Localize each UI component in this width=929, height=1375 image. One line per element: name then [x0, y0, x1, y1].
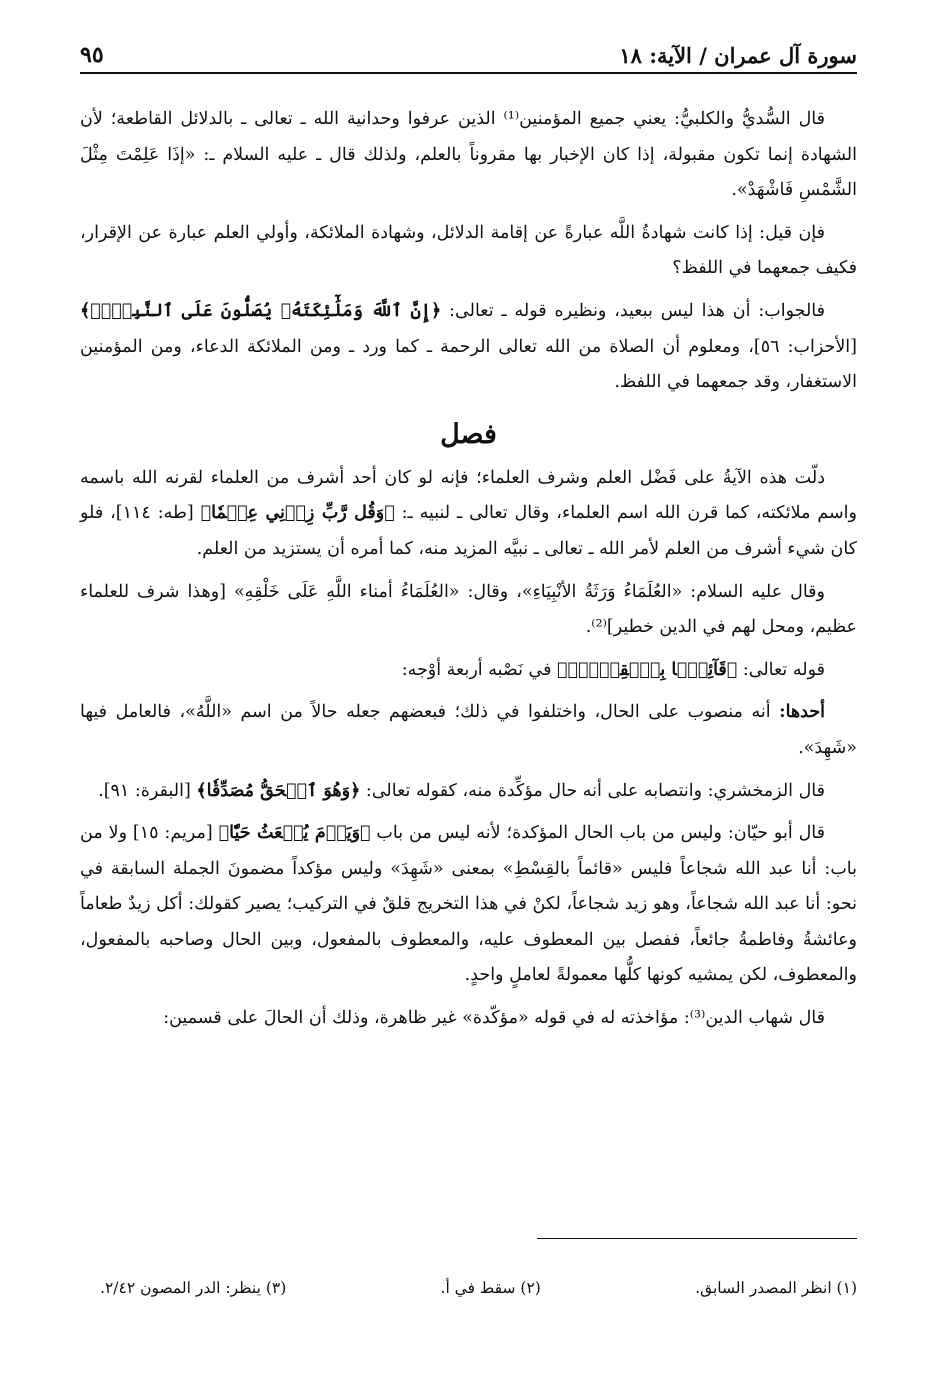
footnote-1: (١) انظر المصدر السابق. [695, 1279, 857, 1297]
main-text [80, 102, 857, 1044]
paragraph-9 [80, 816, 857, 994]
paragraph-3-text-a: فالجواب: أن هذا ليس ببعيد، ونظيره قوله ـ تعالى: [441, 300, 825, 321]
paragraph-7-text: أنه منصوب على الحال، واختلفوا في ذلك؛ فبعضهم جعله حالاً من اسم «اللَّهُ»، فالعامل فيها «شَهِدَ». [80, 702, 857, 758]
section-heading: فصل [440, 418, 497, 450]
paragraph-3-text-b: [الأحزاب: ٥٦]، ومعلوم أن الصلاة من الله تعالى الرحمة ـ كما ورد ـ ومن الملائكة الدعاء، ومن المؤمنين الاستغفار، وقد جمعهما في اللفظ. [80, 336, 857, 393]
paragraph-4 [80, 461, 857, 568]
paragraph-5: وقال عليه السلام: «العُلَمَاءُ وَرَثَةُ الأنْبِيَاءِ»، وقال: «العُلَمَاءُ أمناء اللَّهِ عَلَى خَلْقِهِ» [وهذا شرف للعلماء عظيم، ومحل لهم في الدين خطير]⁽²⁾. [80, 581, 857, 638]
paragraph-9-text-b: [مريم: ١٥] ولا من باب: أنا عبد الله شجاعاً فليس «قائماً بالقِسْطِ» بمعنى «شَهِدَ» وليس مؤكداً مضمونَ الجملة السابقة في نحو: أنا عبد الله شجاعاً، وهو زيد شجاعاً، لكنْ في هذا التخريج قلقٌ في التركيب؛ يصير كقولك: أكل زيدٌ طعاماً وعائشةُ وفاطمةُ جائعاً، ففصل بين المعطوف عليه، والمعطوف بالمفعول، وبين الحال وصاحبه بالمفعول، والمعطوف، لكن يمشيه كونها كلُّها معمولةً لعاملٍ واحدٍ. [80, 823, 857, 986]
paragraph-1: قال السُّديُّ والكلبيُّ: يعني جميع المؤمنين⁽¹⁾ الذين عرفوا وحدانية الله ـ تعالى ـ بالدلائل القاطعة؛ لأن الشهادة إنما تكون مقبولة، إذا كان الإخبار بها مقروناً بالعلم، ولذلك قال ـ عليه السلام ـ: «إذَا عَلِمْتَ مِثْلَ الشَّمْسِ فَاشْهَدْ». [80, 109, 857, 201]
quran-verse: ﴿وَهُوَ ٱلۡحَقُّ مُصَدِّقٗا﴾ [196, 780, 361, 801]
paragraph-9-text-a: قال أبو حيّان: وليس من باب الحال المؤكدة؛ لأنه ليس من باب [370, 823, 825, 844]
paragraph-3 [80, 294, 857, 401]
paragraph-7 [80, 695, 857, 766]
quran-verse: ﴿إِنَّ ٱللَّهَ وَمَلَٰٓئِكَتَهُۥ يُصَلُّونَ عَلَى ٱلنَّبِيِّۚ﴾ [80, 300, 442, 321]
paragraph-6-text-a: قوله تعالى: [737, 659, 825, 680]
paragraph-8 [80, 774, 857, 810]
page-header [80, 30, 857, 74]
paragraph-7-lead: أحدها: [779, 702, 825, 723]
paragraph-8-text-b: [البقرة: ٩١]. [98, 780, 197, 801]
quran-verse: ﴿قَآئِمَۢا بِٱلۡقِسۡطِۚ﴾ [557, 659, 738, 680]
paragraph-4-text-a: دلّت هذه الآيةُ على فَضْل العلم وشرف العلماء؛ فإنه لو كان أحد أشرف من العلماء لقرنه الله باسمه واسم ملائكته، كما قرن الله اسم العلماء، وقال تعالى ـ لنبيه ـ: [80, 467, 857, 524]
footnote-divider [537, 1238, 857, 1239]
quran-verse: ﴿وَيَوۡمَ يُبۡعَثُ حَيّٗا﴾ [218, 823, 371, 844]
paragraph-4-text-b: [طه: ١١٤]، فلو كان شيء أشرف من العلم لأمر الله ـ تعالى ـ نبيَّه المزيد منه، كما أمره أن يستزيد من العلم. [80, 503, 857, 559]
quran-verse: ﴿وَقُل رَّبِّ زِدۡنِي عِلۡمٗا﴾ [200, 503, 395, 524]
paragraph-10: قال شهاب الدين⁽³⁾: مؤاخذته له في قوله «مؤكّدة» غير ظاهرة، وذلك أن الحالَ على قسمين: [163, 1008, 825, 1029]
paragraph-2: فإن قيل: إذا كانت شهادةُ اللَّه عبارةً عن إقامة الدلائل، وشهادة الملائكة، وأولي العلم عبارة عن الإقرار، فكيف جمعهما في اللفظ؟ [80, 222, 857, 279]
paragraph-8-text-a: قال الزمخشري: وانتصابه على أنه حال مؤكِّدة منه، كقوله تعالى: [360, 780, 825, 801]
paragraph-6-text-b: في نَصْبه أربعة أوْجه: [401, 659, 558, 680]
page-number: ٩٥ [80, 42, 104, 68]
footnote-2: (٢) سقط في أ. [440, 1279, 541, 1297]
footnotes [100, 1276, 857, 1300]
paragraph-6 [80, 653, 857, 689]
running-title: سورة آل عمران / الآية: ١٨ [619, 43, 857, 68]
footnote-3: (٣) ينظر: الدر المصون ٢/٤٢. [100, 1279, 287, 1297]
